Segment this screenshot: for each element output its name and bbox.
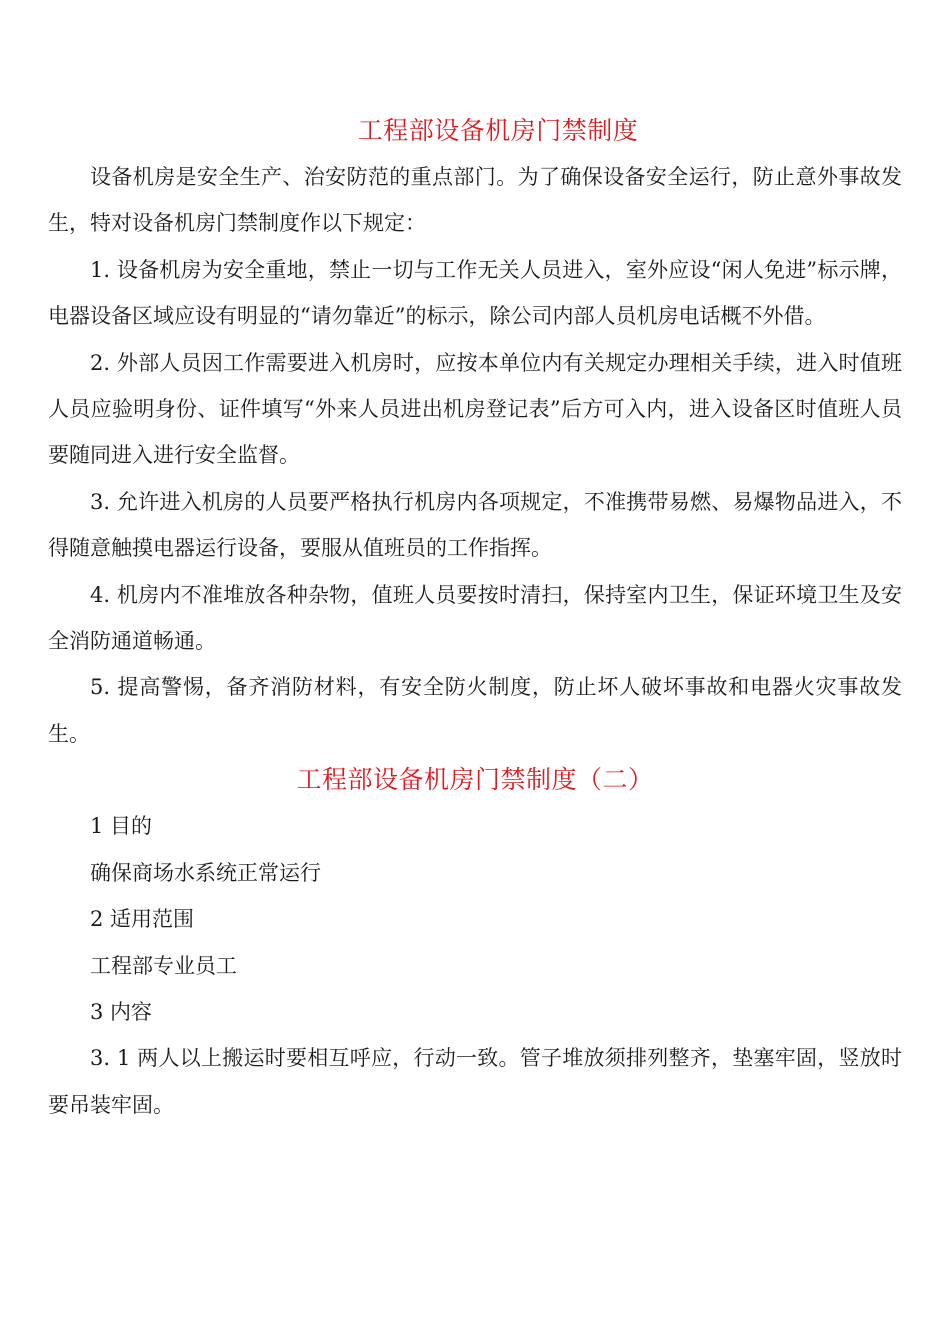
section-2-heading-content: 3 内容 [90, 999, 153, 1024]
page-title: 工程部设备机房门禁制度 [357, 116, 639, 145]
rule-item-2: 2. 外部人员因工作需要进入机房时，应按本单位内有关规定办理相关手续，进入时值班人员应验明身份、证件填写“外来人员进出机房登记表”后方可入内，进入设备区时值班人员要随同进入进行安全监督。 [48, 350, 902, 468]
rule-item-3: 3. 允许进入机房的人员要严格执行机房内各项规定，不准携带易燃、易爆物品进入，不得随意触摸电器运行设备，要服从值班员的工作指挥。 [48, 489, 902, 561]
section-2-heading-scope: 2 适用范围 [90, 907, 195, 932]
section-2-title: 工程部设备机房门禁制度（二） [296, 765, 654, 795]
section-2-content-item-3-1: 3. 1 两人以上搬运时要相互呼应，行动一致。管子堆放须排列整齐，垫塞牢固，竖放时要吊装牢固。 [48, 1046, 902, 1117]
document-page [48, 108, 902, 1128]
rule-item-1: 1. 设备机房为安全重地，禁止一切与工作无关人员进入，室外应设“闲人免进”标示牌，电器设备区域应设有明显的“请勿靠近”的标示，除公司内部人员机房电话概不外借。 [48, 257, 902, 329]
section-2-heading-purpose: 1 目的 [90, 814, 153, 839]
rule-item-4: 4. 机房内不准堆放各种杂物，值班人员要按时清扫，保持室内卫生，保证环境卫生及安全消防通道畅通。 [48, 582, 902, 654]
section-2-purpose-text: 确保商场水系统正常运行 [90, 860, 321, 885]
intro-paragraph: 设备机房是安全生产、治安防范的重点部门。为了确保设备安全运行，防止意外事故发生，特对设备机房门禁制度作以下规定： [48, 165, 902, 236]
rule-item-5: 5. 提高警惕，备齐消防材料，有安全防火制度，防止坏人破坏事故和电器火灾事故发生。 [48, 675, 902, 746]
section-2-scope-text: 工程部专业员工 [90, 953, 237, 978]
